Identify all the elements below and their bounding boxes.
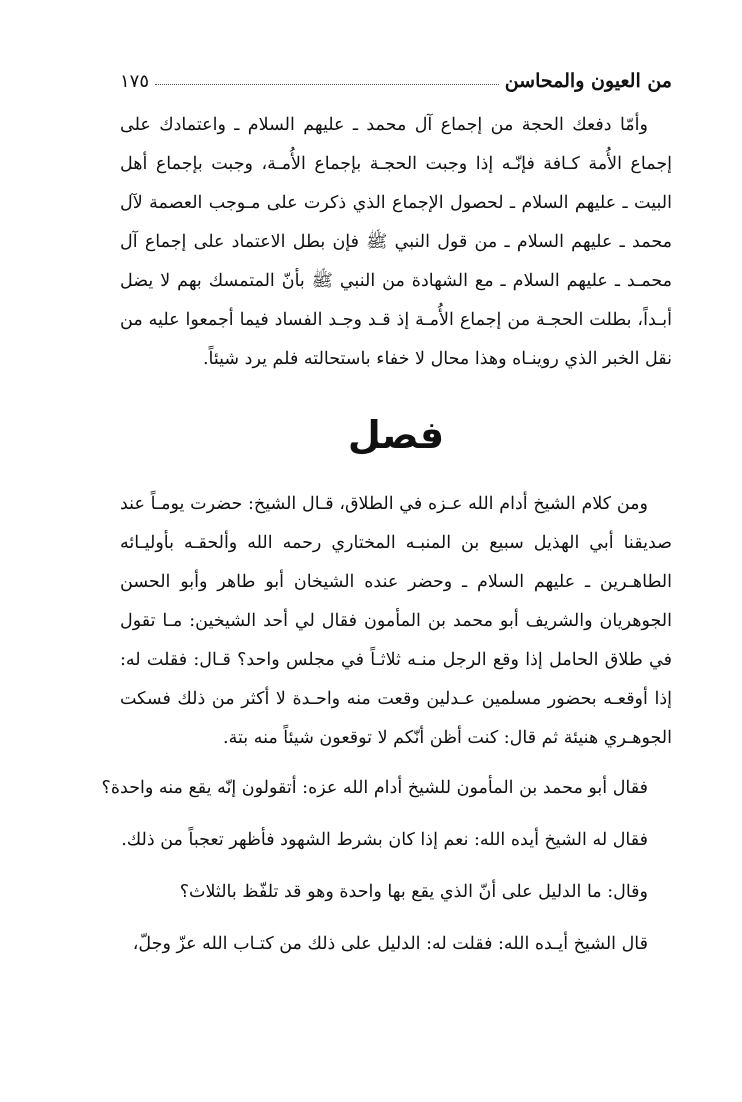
paragraph-opening: وأمّا دفعك الحجة من إجماع آل محمد ـ عليهم السلام ـ واعتمادك على إجماع الأُمة كـافة فإنّـه إذا وجبت الحجـة بإجماع الأُمـة، وجبت بإجماع أهل البيت ـ عليهم السلام ـ لحصول الإجماع الذي ذكرت على مـوجب العصمة لآل محمد ـ عليهم السلام ـ من قول النبي ﷺ فإن بطل الاعتماد على إجماع آل محمـد ـ عليهم السلام ـ مع الشهادة من النبي ﷺ بأنّ المتمسك بهم لا يضل أبـداً، بطلت الحجـة من إجماع الأُمـة إذ قـد وجـد الفساد فيما أجمعوا عليه من نقل الخبر الذي روينـاه وهذا محال لا خفاء باستحالته فلم يرد شيئاً. — [120, 115, 672, 369]
running-header-title: من العيون والمحاسن — [504, 70, 672, 92]
running-header — [120, 58, 672, 92]
dialogue-line-4: قال الشيخ أيـده الله: فقلت له: الدليل على ذلك من كتـاب الله عزّ وجلّ، — [132, 934, 648, 954]
dialogue-line-1: فقال أبو محمد بن المأمون للشيخ أدام الله عزه: أتقولون إنّه يقع منه واحدة؟ — [101, 778, 648, 798]
page-number: ١٧٥ — [120, 71, 150, 92]
header-dotted-leader — [155, 84, 499, 85]
section-heading: فصل — [347, 413, 445, 457]
dialogue-line-3: وقال: ما الدليل على أنّ الذي يقع بها واحدة وهو قد تلفّظ بالثلاث؟ — [179, 882, 648, 902]
paragraph-story: ومن كلام الشيخ أدام الله عـزه في الطلاق، قـال الشيخ: حضرت يومـاً عند صديقنا أبي الهذيل سبيع بن المنبـه المختاري رحمه الله وألحقـه بأوليـائه الطاهـرين ـ عليهم السلام ـ وحضر عنده الشيخان أبو طاهر وأبو الحسن الجوهريان والشريف أبو محمد بن المأمون فقال لي أحد الشيخين: مـا تقول في طلاق الحامل إذا وقع الرجل منـه ثلاثـاً في مجلس واحد؟ قـال: فقلت له: إذا أوقعـه بحضور مسلمين عـدلين وقعت منه واحـدة لا أكثر من ذلك فسكت الجوهـري هنيئة ثم قال: كنت أظن أنّكم لا توقعون شيئاً منه بتة. — [120, 494, 672, 748]
book-page — [101, 58, 672, 970]
dialogue-line-2: فقال له الشيخ أيده الله: نعم إذا كان بشرط الشهود فأظهر تعجباً من ذلك. — [121, 830, 648, 850]
